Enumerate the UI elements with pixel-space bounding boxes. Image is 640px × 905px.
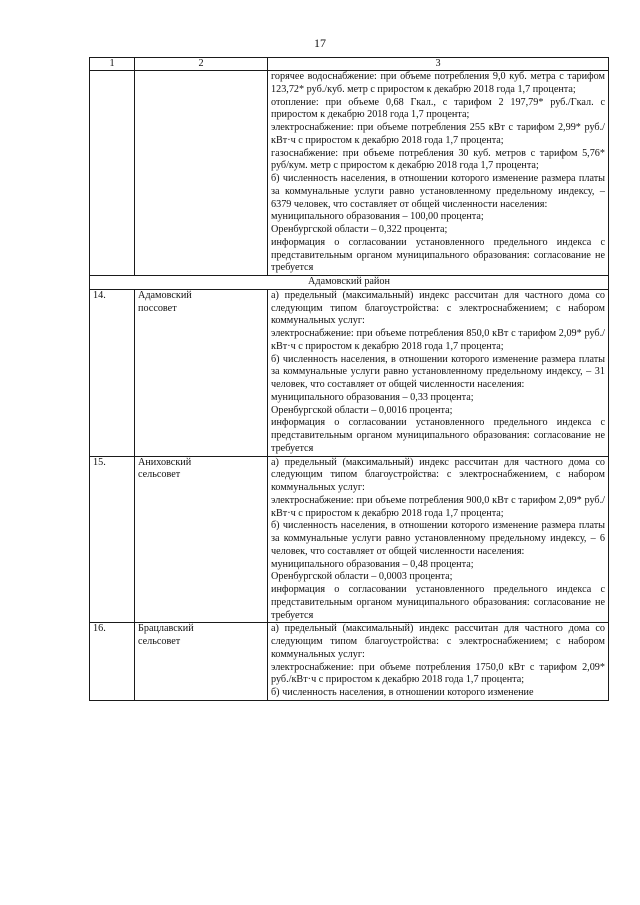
header-col-3: 3 <box>268 58 609 71</box>
continuation-text-cell <box>268 71 609 276</box>
text-line: Оренбургской области – 0,322 процента; <box>271 224 448 235</box>
text-line: а) предельный (максимальный) индекс рассчитан для частного дома со следующим типом благоустройства: с электроснабжением; с набором коммунальных услуг: <box>271 289 605 327</box>
continuation-num-cell <box>90 71 135 276</box>
municipality-name-line: сельсовет <box>138 636 181 647</box>
municipality-name-line: поссовет <box>138 302 177 314</box>
municipality-name-line: Аниховский <box>138 456 192 468</box>
continuation-row <box>90 71 609 276</box>
page-number: 17 <box>314 36 326 50</box>
municipality-name-line: сельсовет <box>138 469 181 481</box>
text-line: горячее водоснабжение: при объеме потребления 9,0 куб. метра с тарифом 123,72* руб./куб. метр с приростом к декабрю 2018 года 1,7 процента; <box>271 71 605 95</box>
municipality-name-line: Адамовский <box>138 289 192 301</box>
text-line: б) численность населения, в отношении которого изменение размера платы за коммунальные услуги равно установленному предельному индексу, – 31 человек, что составляет от общей численности населения: <box>271 353 605 390</box>
text-line: отопление: при объеме 0,68 Гкал., с тарифом 2 197,79* руб./Гкал. с приростом к декабрю 2018 года 1,7 процента; <box>271 96 605 121</box>
text-line: муниципального образования – 0,33 процента; <box>271 391 474 403</box>
text-line: электроснабжение: при объеме потребления 255 кВт с тарифом 2,99* руб./кВт·ч с приростом к декабрю 2018 года 1,7 процента; <box>271 122 605 146</box>
row-number: 15. <box>90 456 135 623</box>
text-line: газоснабжение: при объеме потребления 30 куб. метров с тарифом 5,76* руб/кум. метр с приростом к декабрю 2018 года 1,7 процента; <box>271 147 605 172</box>
header-col-1: 1 <box>90 58 135 71</box>
text-line: а) предельный (максимальный) индекс рассчитан для частного дома со следующим типом благоустройства: с электроснабжением; с набором коммунальных услуг: <box>271 623 605 660</box>
text-line: муниципального образования – 100,00 процента; <box>271 211 484 223</box>
municipality-name <box>135 289 268 456</box>
text-line: б) численность населения, в отношении которого изменение размера платы за коммунальные услуги равно установленному предельному индексу, – 6 человек, что составляет от общей численности населения: <box>271 520 605 557</box>
text-line: информация о согласовании установленного предельного индекса с представительным органом муниципального образования: согласование не требуется <box>271 584 605 621</box>
text-line: б) численность населения, в отношении которого изменение <box>271 687 534 698</box>
header-col-2: 2 <box>135 58 268 71</box>
text-line: информация о согласовании установленного предельного индекса с представительным органом муниципального образования: согласование не требуется <box>271 236 605 274</box>
table-row <box>90 623 609 701</box>
table-row <box>90 289 609 456</box>
row-text-cell <box>268 289 609 456</box>
district-row <box>90 276 609 290</box>
text-line: информация о согласовании установленного предельного индекса с представительным органом муниципального образования: согласование не требуется <box>271 417 605 454</box>
text-line: Оренбургской области – 0,0016 процента; <box>271 404 453 416</box>
table-row <box>90 456 609 623</box>
text-line: б) численность населения, в отношении которого изменение размера платы за коммунальные услуги равно установленному предельному индексу, – 6379 человек, что составляет от общей численности населения: <box>271 173 605 210</box>
row-text-cell <box>268 456 609 623</box>
row-number: 14. <box>90 289 135 456</box>
text-line: электроснабжение: при объеме потребления 900,0 кВт с тарифом 2,09* руб./кВт·ч с приростом к декабрю 2018 года 1,7 процента; <box>271 494 605 519</box>
continuation-name-cell <box>135 71 268 276</box>
municipality-name-line: Брацлавский <box>138 623 194 635</box>
text-line: электроснабжение: при объеме потребления 850,0 кВт с тарифом 2,09* руб./кВт·ч с приростом к декабрю 2018 года 1,7 процента; <box>271 328 605 352</box>
text-line: Оренбургской области – 0,0003 процента; <box>271 571 453 583</box>
text-line: электроснабжение: при объеме потребления 1750,0 кВт с тарифом 2,09* руб./кВт·ч с приростом к декабрю 2018 года 1,7 процента; <box>271 661 605 686</box>
row-text-cell <box>268 623 609 701</box>
tariff-table <box>89 57 609 701</box>
municipality-name <box>135 456 268 623</box>
district-title: Адамовский район <box>90 276 609 290</box>
text-line: а) предельный (максимальный) индекс рассчитан для частного дома со следующим типом благоустройства: с электроснабжением, с набором коммунальных услуг: <box>271 456 605 493</box>
municipality-name <box>135 623 268 701</box>
row-number: 16. <box>90 623 135 701</box>
table-header-row <box>90 58 609 71</box>
text-line: муниципального образования – 0,48 процента; <box>271 558 474 570</box>
